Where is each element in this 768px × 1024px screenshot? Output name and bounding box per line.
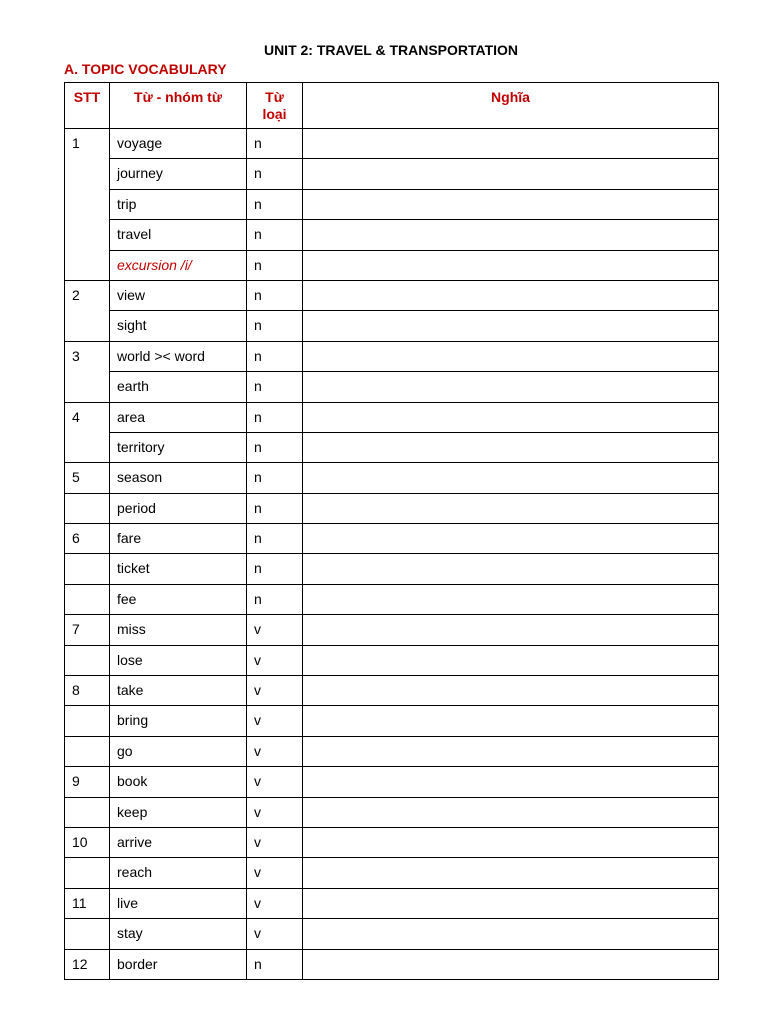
cell-meaning (303, 797, 719, 827)
cell-pos: n (247, 311, 303, 341)
cell-word: view (110, 280, 247, 310)
table-row (65, 736, 719, 766)
cell-stt: 8 (65, 676, 110, 706)
cell-word: book (110, 767, 247, 797)
table-row (65, 584, 719, 614)
cell-word: trip (110, 189, 247, 219)
cell-pos: v (247, 827, 303, 857)
cell-meaning (303, 919, 719, 949)
cell-stt: 4 (65, 402, 110, 432)
header-stt: STT (65, 83, 110, 129)
cell-word: fare (110, 524, 247, 554)
cell-stt (65, 858, 110, 888)
cell-pos: n (247, 189, 303, 219)
cell-word: take (110, 676, 247, 706)
table-row (65, 949, 719, 979)
cell-pos: n (247, 250, 303, 280)
cell-meaning (303, 584, 719, 614)
cell-word: arrive (110, 827, 247, 857)
cell-stt: 10 (65, 827, 110, 857)
cell-word: reach (110, 858, 247, 888)
table-row (65, 676, 719, 706)
cell-stt: 6 (65, 524, 110, 554)
cell-meaning (303, 493, 719, 523)
cell-meaning (303, 888, 719, 918)
cell-word: stay (110, 919, 247, 949)
cell-stt (65, 797, 110, 827)
cell-word: journey (110, 159, 247, 189)
cell-pos: v (247, 858, 303, 888)
table-row (65, 280, 719, 310)
cell-meaning (303, 524, 719, 554)
cell-stt: 12 (65, 949, 110, 979)
cell-meaning (303, 402, 719, 432)
cell-meaning (303, 827, 719, 857)
cell-word: voyage (110, 129, 247, 159)
cell-meaning (303, 280, 719, 310)
cell-meaning (303, 341, 719, 371)
cell-word: world >< word (110, 341, 247, 371)
cell-meaning (303, 554, 719, 584)
table-row (65, 463, 719, 493)
table-row (65, 189, 719, 219)
cell-pos: n (247, 463, 303, 493)
table-row (65, 645, 719, 675)
table-row (65, 888, 719, 918)
table-row (65, 827, 719, 857)
cell-pos: v (247, 615, 303, 645)
cell-pos: v (247, 919, 303, 949)
table-row (65, 493, 719, 523)
cell-word: miss (110, 615, 247, 645)
table-row (65, 250, 719, 280)
cell-stt (65, 189, 110, 219)
cell-pos: n (247, 524, 303, 554)
table-row (65, 220, 719, 250)
cell-stt (65, 554, 110, 584)
cell-pos: v (247, 706, 303, 736)
table-row (65, 524, 719, 554)
cell-meaning (303, 372, 719, 402)
cell-stt (65, 372, 110, 402)
cell-meaning (303, 220, 719, 250)
cell-word: excursion /i/ (110, 250, 247, 280)
cell-meaning (303, 463, 719, 493)
section-heading: A. TOPIC VOCABULARY (64, 61, 227, 77)
cell-stt (65, 919, 110, 949)
table-row (65, 858, 719, 888)
cell-stt: 5 (65, 463, 110, 493)
cell-word: area (110, 402, 247, 432)
cell-pos: n (247, 159, 303, 189)
cell-stt (65, 645, 110, 675)
table-row (65, 341, 719, 371)
cell-stt (65, 159, 110, 189)
table-row (65, 797, 719, 827)
table-row (65, 767, 719, 797)
cell-pos: v (247, 645, 303, 675)
cell-pos: n (247, 129, 303, 159)
table-row (65, 706, 719, 736)
cell-stt (65, 706, 110, 736)
table-row (65, 402, 719, 432)
cell-word: live (110, 888, 247, 918)
table-row (65, 919, 719, 949)
cell-word: travel (110, 220, 247, 250)
cell-word: keep (110, 797, 247, 827)
table-row (65, 311, 719, 341)
cell-pos: n (247, 949, 303, 979)
cell-meaning (303, 736, 719, 766)
cell-stt: 9 (65, 767, 110, 797)
cell-pos: v (247, 888, 303, 918)
cell-stt (65, 584, 110, 614)
table-header-row (65, 83, 719, 129)
cell-pos: n (247, 493, 303, 523)
cell-pos: n (247, 584, 303, 614)
table-row (65, 554, 719, 584)
cell-stt: 7 (65, 615, 110, 645)
cell-pos: n (247, 341, 303, 371)
cell-stt (65, 311, 110, 341)
cell-word: territory (110, 432, 247, 462)
cell-pos: n (247, 372, 303, 402)
header-word: Từ - nhóm từ (110, 83, 247, 129)
document-title: UNIT 2: TRAVEL & TRANSPORTATION (263, 42, 519, 58)
cell-meaning (303, 615, 719, 645)
cell-word: sight (110, 311, 247, 341)
cell-stt: 3 (65, 341, 110, 371)
cell-stt (65, 493, 110, 523)
cell-pos: n (247, 432, 303, 462)
cell-stt: 2 (65, 280, 110, 310)
cell-meaning (303, 189, 719, 219)
cell-meaning (303, 949, 719, 979)
cell-stt (65, 250, 110, 280)
cell-meaning (303, 858, 719, 888)
cell-meaning (303, 645, 719, 675)
cell-meaning (303, 250, 719, 280)
cell-meaning (303, 159, 719, 189)
cell-pos: n (247, 280, 303, 310)
cell-word: lose (110, 645, 247, 675)
header-meaning: Nghĩa (303, 83, 719, 129)
cell-pos: n (247, 554, 303, 584)
cell-pos: v (247, 676, 303, 706)
cell-pos: n (247, 220, 303, 250)
cell-stt: 11 (65, 888, 110, 918)
cell-word: bring (110, 706, 247, 736)
cell-word: fee (110, 584, 247, 614)
table-row (65, 615, 719, 645)
cell-meaning (303, 129, 719, 159)
vocabulary-table-body (65, 129, 719, 980)
cell-pos: n (247, 402, 303, 432)
cell-pos: v (247, 797, 303, 827)
cell-meaning (303, 311, 719, 341)
cell-stt: 1 (65, 129, 110, 159)
cell-stt (65, 432, 110, 462)
cell-word: earth (110, 372, 247, 402)
cell-meaning (303, 676, 719, 706)
cell-pos: v (247, 767, 303, 797)
cell-meaning (303, 706, 719, 736)
cell-meaning (303, 767, 719, 797)
cell-word: go (110, 736, 247, 766)
vocabulary-table (64, 82, 719, 980)
table-row (65, 432, 719, 462)
header-pos: Từ loại (247, 83, 303, 129)
cell-word: period (110, 493, 247, 523)
table-row (65, 372, 719, 402)
cell-stt (65, 736, 110, 766)
cell-word: season (110, 463, 247, 493)
table-row (65, 159, 719, 189)
cell-pos: v (247, 736, 303, 766)
cell-stt (65, 220, 110, 250)
cell-word: border (110, 949, 247, 979)
cell-meaning (303, 432, 719, 462)
table-row (65, 129, 719, 159)
cell-word: ticket (110, 554, 247, 584)
